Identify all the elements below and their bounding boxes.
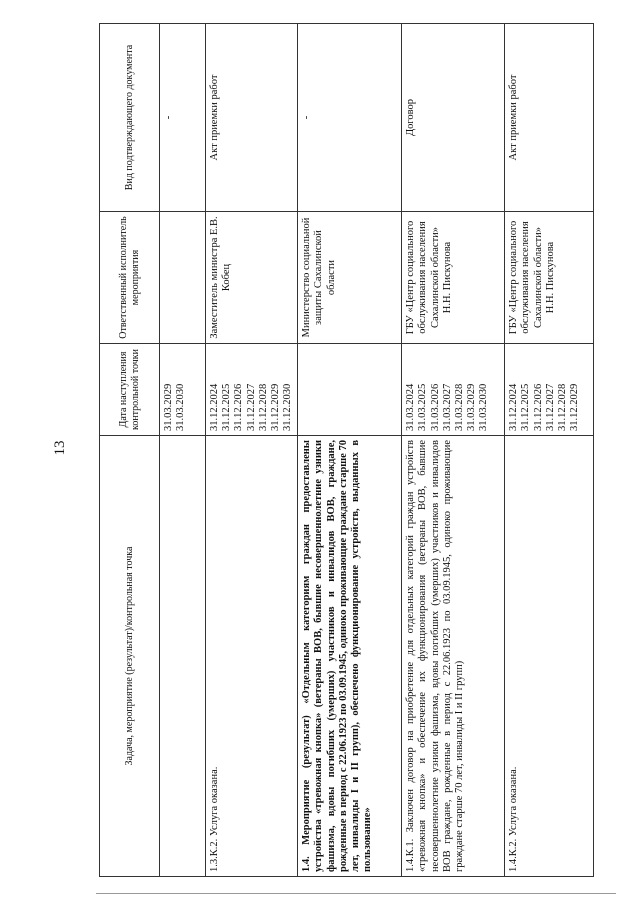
table-header-row [100, 24, 160, 877]
task-cell: 1.4.К.1. Заключен договор на приобретение для отдельных категорий граждан устройств «тревожная кнопка» и обеспечение их функционирования (ветераны ВОВ, бывшие несовершеннолетние узники фашизма, вдовы погибших (умерших) участников и инвалидов ВОВ граждане, рожденные в период с 22.06.1923 по 03.09.1945, одиноко проживающие граждане старше 70 лет, инвалиды I и II групп) [402, 436, 505, 877]
responsible-cell [160, 212, 206, 344]
task-cell: 1.4.К.2. Услуга оказана. [505, 436, 594, 877]
date-value: 31.03.2025 [417, 383, 429, 431]
table-row [298, 24, 402, 877]
header-responsible: Ответственный исполнитель мероприятия [100, 212, 160, 344]
control-points-table [99, 23, 594, 877]
document-cell: Акт приемки работ [206, 24, 298, 212]
date-value: 31.03.2028 [453, 383, 465, 431]
document-cell: - [298, 24, 402, 212]
date-value: 31.03.2026 [429, 383, 441, 431]
responsible-line: Н.Н. Пискунова [544, 241, 556, 314]
date-value: 31.12.2028 [556, 383, 568, 431]
date-value: 31.12.2024 [209, 383, 220, 431]
date-cell [298, 344, 402, 436]
header-task: Задача, мероприятие (результат)/контрольная точка [100, 436, 160, 877]
responsible-line: ГБУ «Центр социального [508, 220, 520, 335]
responsible-line: Сахалинской области» [429, 226, 441, 329]
responsible-cell [402, 212, 505, 344]
date-cell [206, 344, 298, 436]
responsible-cell: Заместитель министра Е.В. Кобец [206, 212, 298, 344]
date-value: 31.12.2029 [569, 383, 581, 431]
document-cell: Договор [402, 24, 505, 212]
responsible-line: Н.Н. Пискунова [441, 241, 453, 314]
date-value: 31.03.2030 [478, 383, 490, 431]
date-value: 31.12.2027 [245, 383, 257, 431]
date-value: 31.12.2026 [532, 383, 544, 431]
date-value: 31.12.2028 [257, 383, 269, 431]
responsible-line: ГБУ «Центр социального [405, 220, 417, 335]
responsible-line: обслуживания населения [520, 221, 532, 334]
table-row [402, 24, 505, 877]
date-cell [505, 344, 594, 436]
page-number: 13 [52, 440, 68, 456]
document-cell: Акт приемки работ [505, 24, 594, 212]
date-value: 31.12.2027 [544, 383, 556, 431]
date-cell [402, 344, 505, 436]
date-value: 31.12.2030 [282, 383, 294, 431]
task-cell: 1.3.К.2. Услуга оказана. [206, 436, 298, 877]
responsible-cell [505, 212, 594, 344]
table-row [505, 24, 594, 877]
scan-edge-line [96, 893, 616, 894]
date-value: 31.12.2029 [269, 383, 281, 431]
date-value: 31.12.2026 [233, 383, 245, 431]
date-value: 31.12.2025 [520, 383, 532, 431]
document-cell: - [160, 24, 206, 212]
date-value: 31.03.2029 [466, 383, 478, 431]
table-row [206, 24, 298, 877]
header-date: Дата наступления контрольной точки [100, 344, 160, 436]
date-value: 31.03.2027 [441, 383, 453, 431]
date-cell [160, 344, 206, 436]
responsible-line: обслуживания населения [417, 221, 429, 334]
date-value: 31.03.2024 [405, 383, 417, 431]
table-row [160, 24, 206, 877]
date-value: 31.12.2024 [508, 383, 520, 431]
date-value: 31.12.2025 [221, 383, 233, 431]
responsible-line: Сахалинской области» [532, 226, 544, 329]
task-cell [160, 436, 206, 877]
date-value: 31.03.2030 [175, 383, 187, 431]
responsible-cell: Министерство социальной защиты Сахалинской области [298, 212, 402, 344]
header-document: Вид подтверждающего документа [100, 24, 160, 212]
table-wrapper [99, 24, 593, 877]
task-cell: 1.4. Мероприятие (результат) «Отдельным категориям граждан предоставлены устройства «тревожная кнопка» (ветераны ВОВ, бывшие несовершеннолетние узники фашизма, вдовы погибших (умерших) участников и инвалидов ВОВ, граждане, рожденные в период с 22.06.1923 по 03.09.1945, одиноко проживающие граждане старше 70 лет, инвалиды I и II групп), обеспечено функционирование устройств, выданных в пользование» [298, 436, 402, 877]
date-value: 31.03.2029 [163, 383, 174, 431]
